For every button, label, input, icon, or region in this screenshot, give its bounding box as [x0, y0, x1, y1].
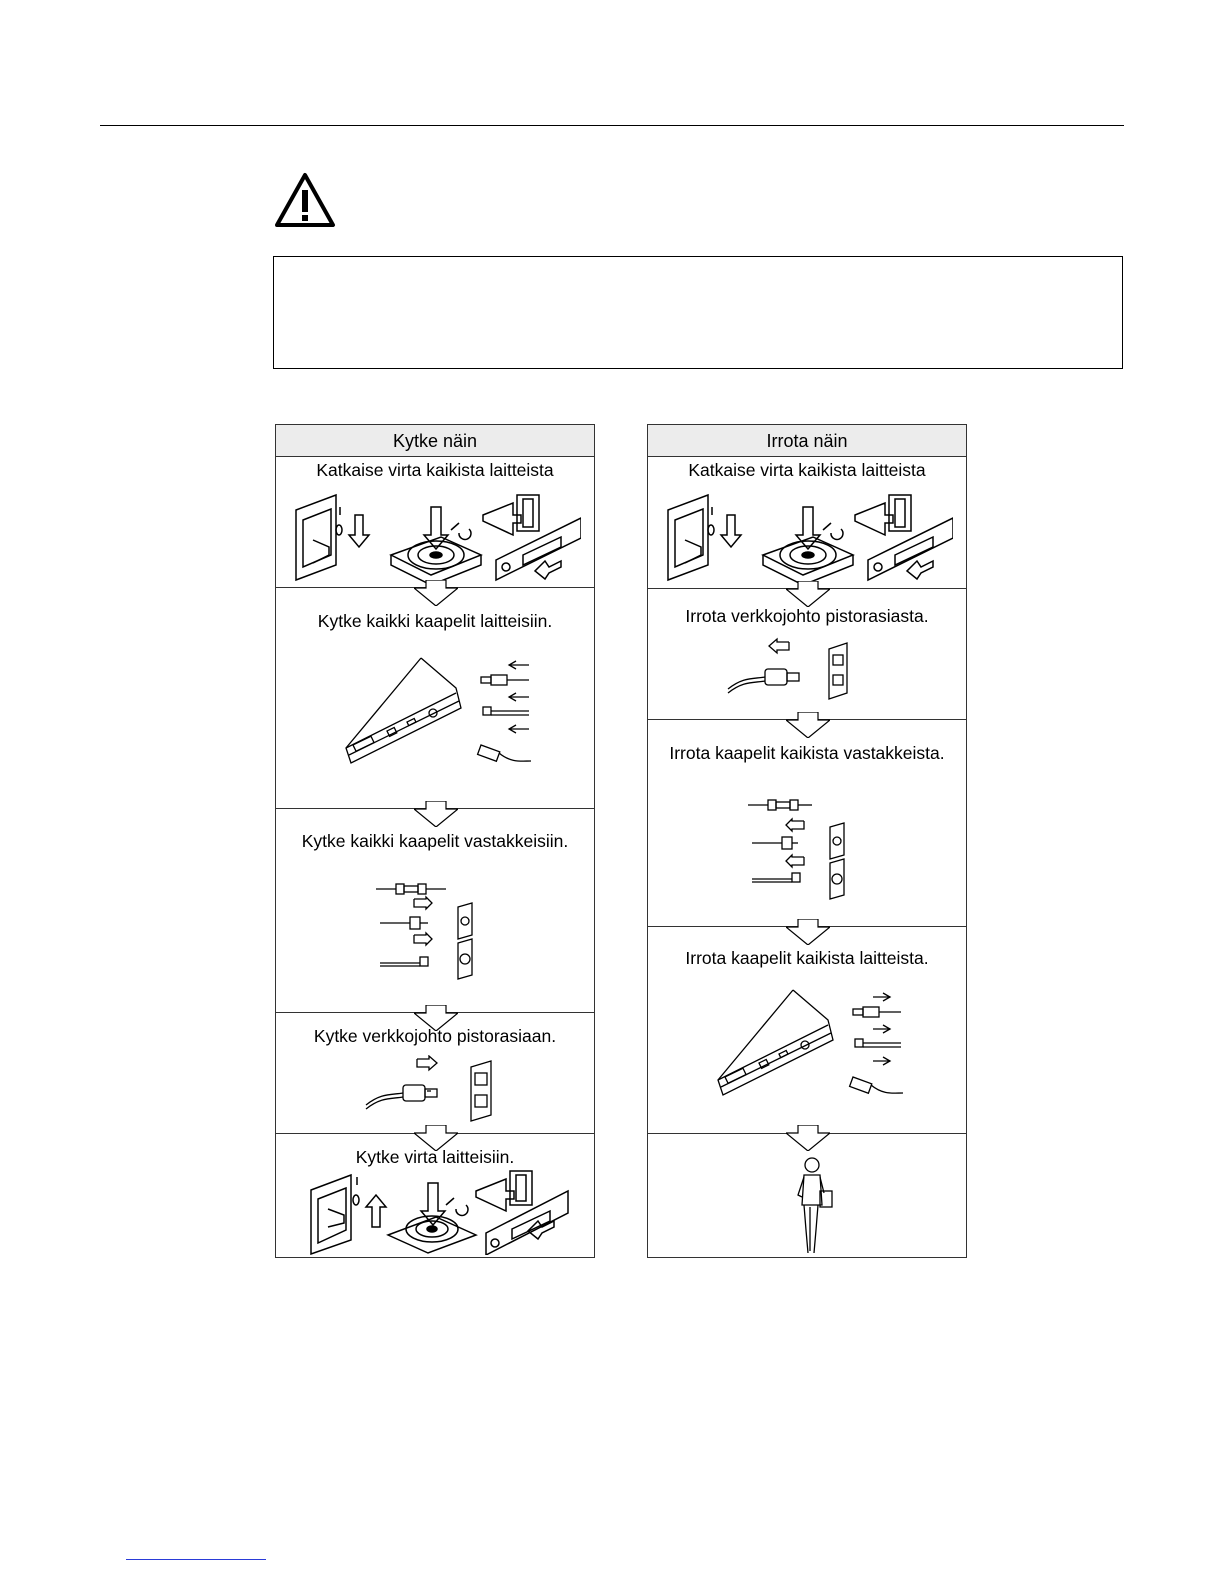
disconnect-step-2: Irrota verkkojohto pistorasiasta. [685, 606, 929, 626]
unplug-outlet-illustration [723, 637, 863, 717]
connect-panel-title: Kytke näin [276, 425, 594, 457]
connect-step-2: Kytke kaikki kaapelit laitteisiin. [317, 611, 553, 631]
connect-step-3: Kytke kaikki kaapelit vastakkeisiin. [301, 831, 569, 851]
disconnect-panel [647, 424, 967, 1258]
disconnect-step-4: Irrota kaapelit kaikista laitteista. [685, 948, 929, 968]
wall-jack-illustration [748, 795, 858, 900]
down-arrow-icon [786, 581, 830, 607]
notice-box [273, 256, 1123, 369]
laptop-ports-illustration [341, 653, 541, 773]
wall-jack-illustration [376, 875, 486, 985]
connect-step-1: Katkaise virta kaikista laitteista [316, 460, 554, 480]
warning-triangle-icon [274, 172, 336, 228]
connect-panel [275, 424, 595, 1258]
down-arrow-icon [414, 580, 458, 606]
down-arrow-icon [786, 712, 830, 738]
connect-step-4: Kytke verkkojohto pistorasiaan. [313, 1026, 557, 1046]
down-arrow-icon [414, 801, 458, 827]
walking-person-icon [788, 1155, 838, 1255]
power-off-illustration [291, 485, 581, 585]
laptop-ports-illustration [713, 985, 913, 1105]
down-arrow-icon [786, 1125, 830, 1151]
disconnect-step-1: Katkaise virta kaikista laitteista [688, 460, 926, 480]
disconnect-step-3: Irrota kaapelit kaikista vastakkeista. [669, 743, 945, 763]
footer-link-rule [126, 1559, 266, 1560]
down-arrow-icon [786, 919, 830, 945]
header-rule [100, 125, 1124, 126]
connect-step-5: Kytke virta laitteisiin. [355, 1147, 515, 1167]
disconnect-panel-title: Irrota näin [648, 425, 966, 457]
power-on-illustration [306, 1155, 586, 1255]
power-off-illustration [663, 485, 953, 585]
